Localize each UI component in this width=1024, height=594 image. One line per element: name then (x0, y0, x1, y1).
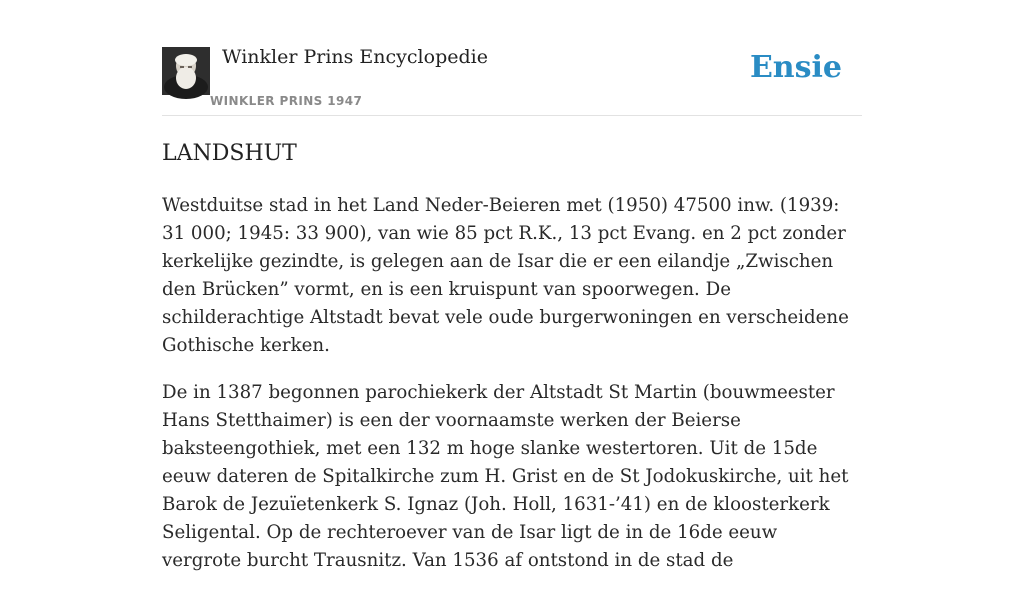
entry-title: LANDSHUT (162, 141, 297, 166)
brand-logo[interactable]: Ensie (749, 50, 842, 85)
article-paragraph: De in 1387 begonnen parochiekerk der Altstadt St Martin (bouwmeester Hans Stetthaimer) is een der voornaamste werken der Beierse baksteengothiek, met een 132 m hoge slanke westertoren. Uit de 15de eeuw dateren de Spitalkirche zum H. Grist en de St Jodokuskirche, uit het Barok de Jezuïetenkerk S. Ignaz (Joh. Holl, 1631-’41) en de kloosterkerk Seligental. Op de rechteroever van de Isar ligt de in de 16de eeuw vergrote burcht Trausnitz. Van 1536 af ontstond in de stad de (162, 382, 849, 571)
bearded-man-portrait-icon (162, 47, 210, 95)
author-avatar[interactable] (162, 47, 210, 95)
site-title[interactable]: Winkler Prins Encyclopedie (222, 46, 488, 68)
article-paragraph: Westduitse stad in het Land Neder-Beieren met (1950) 47500 inw. (1939: 31 000; 1945: 33 900), van wie 85 pct R.K., 13 pct Evang. en 2 pct zonder kerkelijke gezindte, is gelegen aan de Isar die er een eilandje „Zwischen den Brücken” vormt, en is een kruispunt van spoorwegen. De schilderachtige Altstadt bevat vele oude burgerwoningen en verscheidene Gothische kerken. (162, 195, 849, 356)
site-header (162, 0, 862, 116)
article (162, 138, 862, 594)
edition-label[interactable]: WINKLER PRINS 1947 (210, 94, 363, 108)
